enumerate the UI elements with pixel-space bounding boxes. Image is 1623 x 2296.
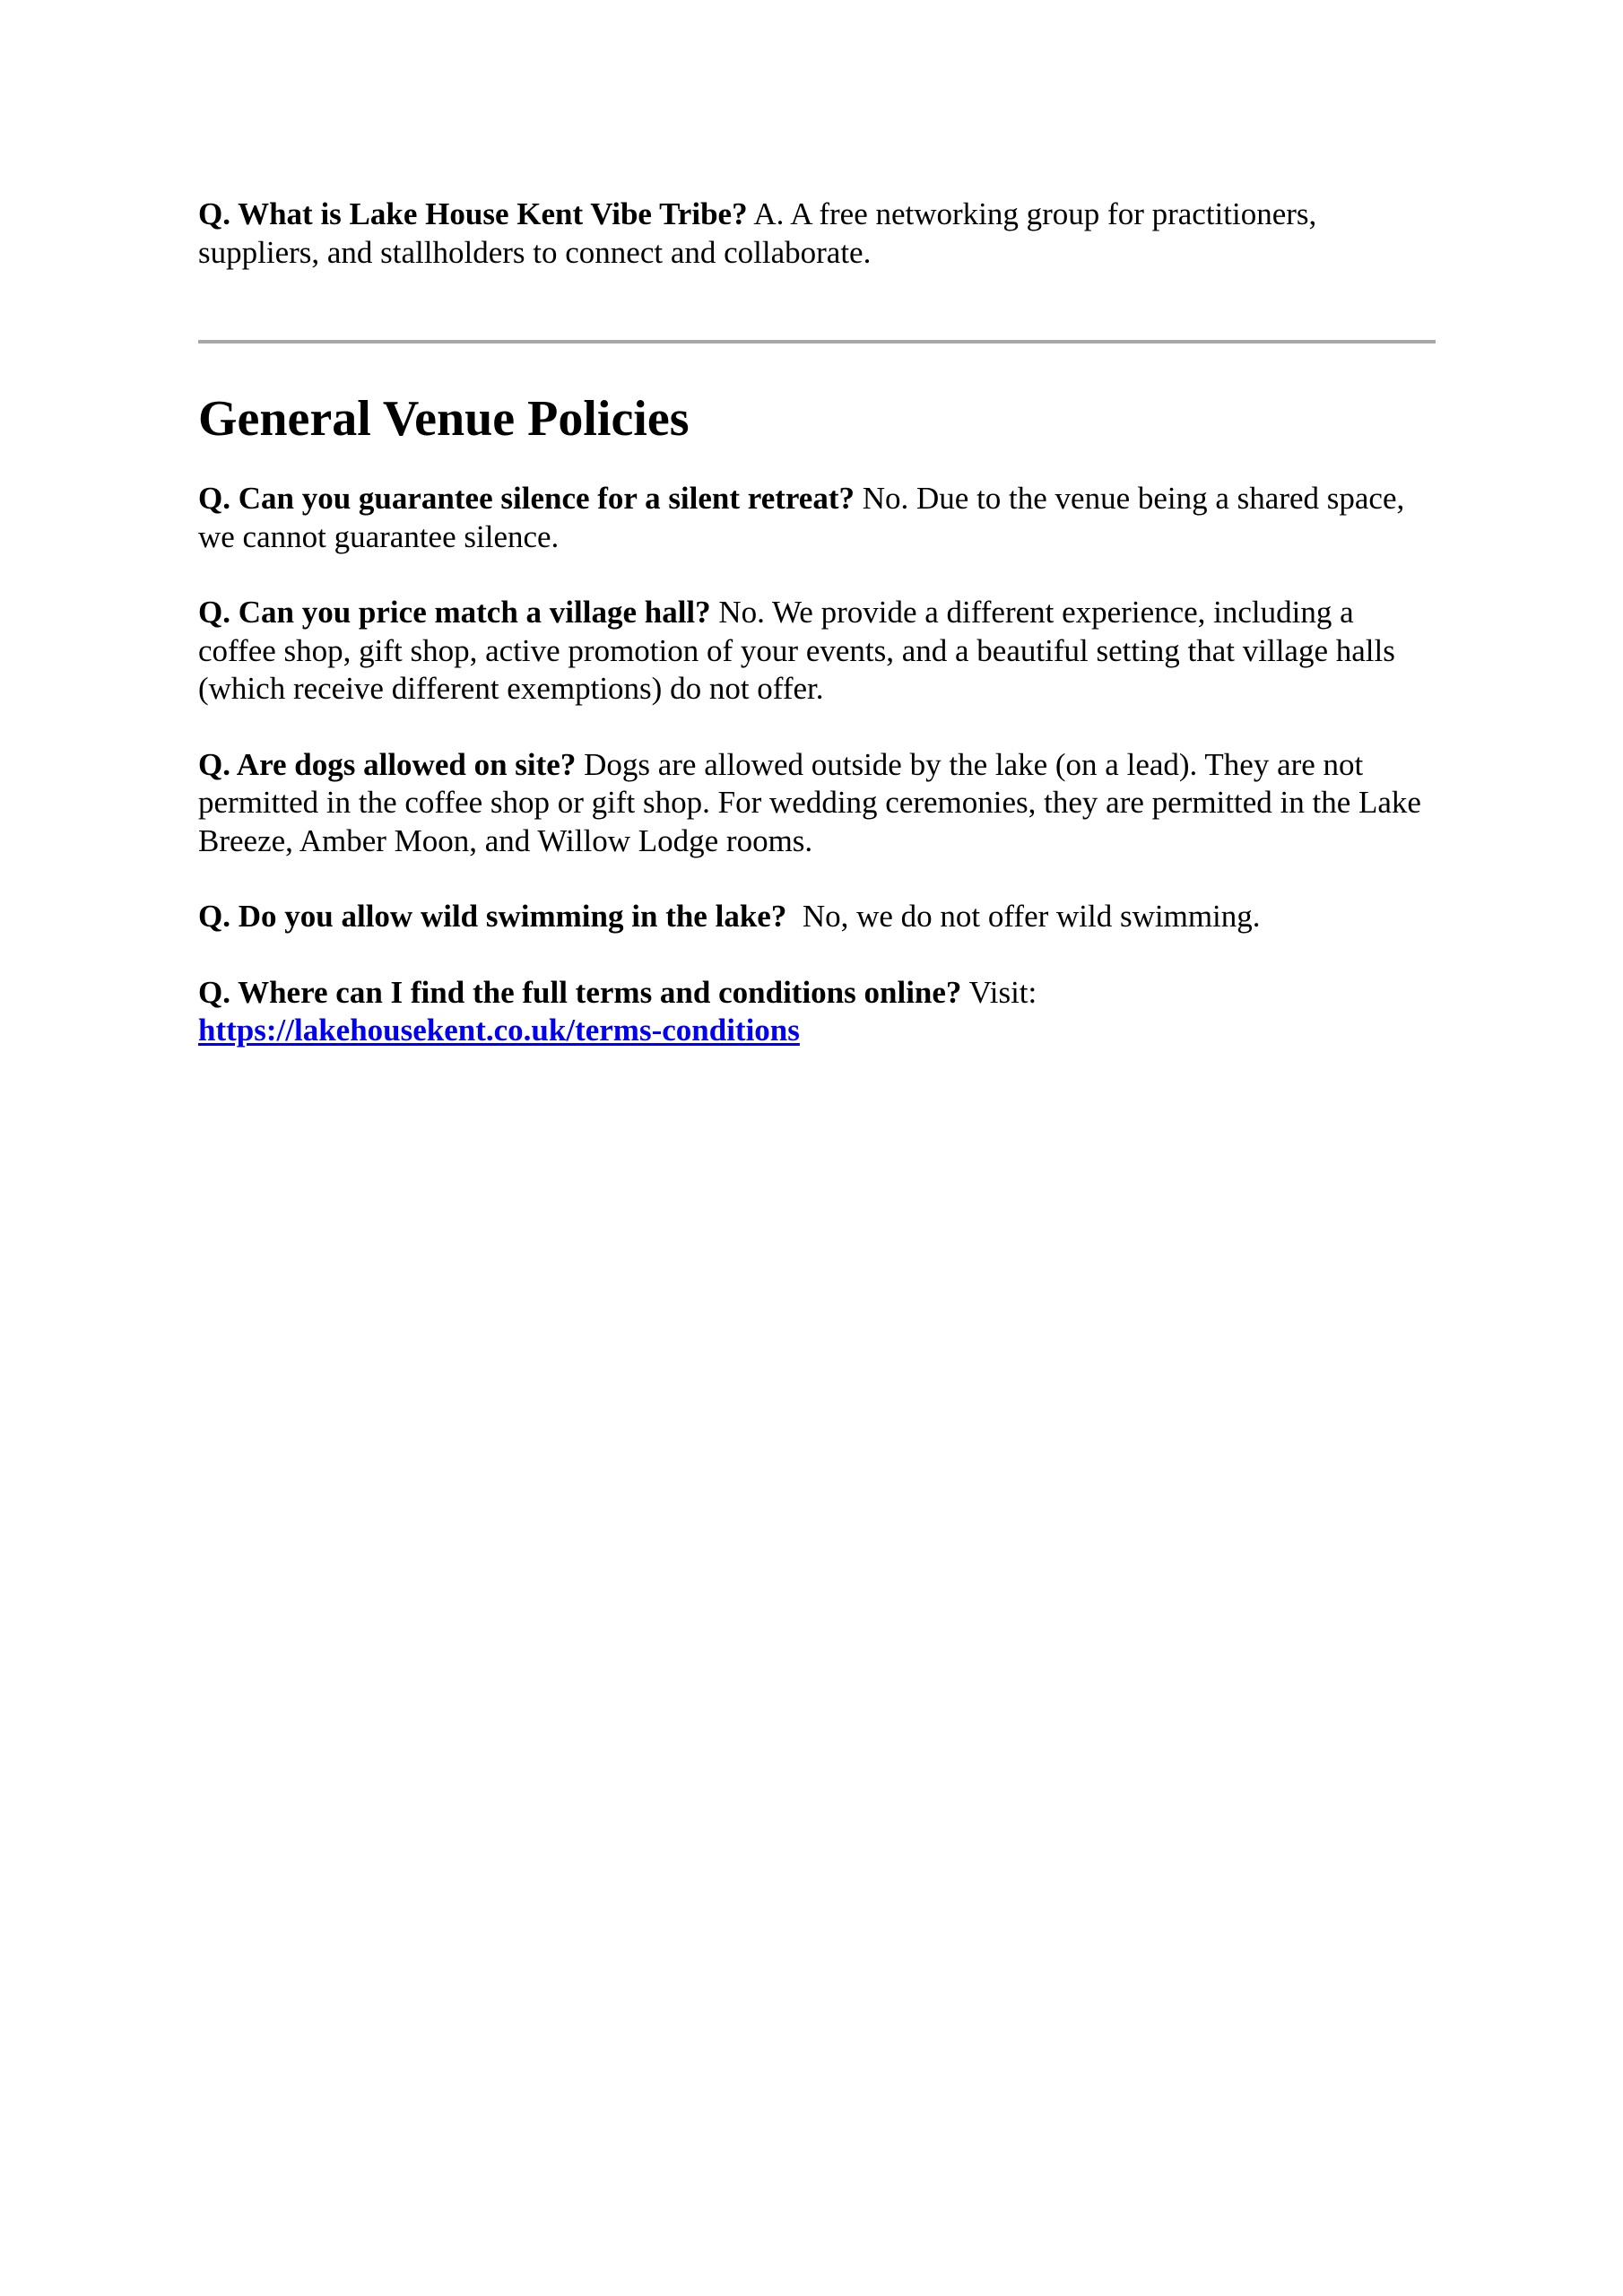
faq-price-match [198, 594, 1436, 709]
faq-question: Q. Where can I find the full terms and conditions online? [198, 974, 962, 1010]
faq-answer: No. Due to the venue being a shared space, we cannot guarantee silence. [198, 481, 1405, 554]
faq-answer: No. We provide a different experience, including a coffee shop, gift shop, active promotion of your events, and a beautiful setting that village halls (which receive different exemptions) do not offer. [198, 595, 1395, 706]
faq-question: Q. Do you allow wild swimming in the lake? [198, 899, 787, 934]
faq-answer: Dogs are allowed outside by the lake (on a lead). They are not permitted in the coffee shop or gift shop. For wedding ceremonies, they are permitted in the Lake Breeze, Amber Moon, and Willow Lodge rooms. [198, 746, 1421, 858]
faq-answer: A. A free networking group for practitioners, suppliers, and stallholders to connect and collaborate. [198, 196, 1317, 270]
faq-silent-retreat [198, 480, 1436, 556]
faq-answer: Visit: [968, 974, 1037, 1010]
faq-question: Q. Are dogs allowed on site? [198, 746, 577, 782]
faq-dogs [198, 746, 1436, 861]
faq-terms [198, 974, 1436, 1050]
faq-wild-swimming [198, 898, 1436, 936]
document-page [198, 196, 1436, 1050]
section-heading: General Venue Policies [198, 391, 690, 447]
terms-conditions-link[interactable]: https://lakehousekent.co.uk/terms-conditions [198, 1013, 800, 1048]
faq-vibe-tribe [198, 196, 1436, 272]
faq-question: Q. Can you guarantee silence for a silent retreat? [198, 481, 855, 516]
faq-answer: No, we do not offer wild swimming. [802, 899, 1261, 934]
faq-question: Q. What is Lake House Kent Vibe Tribe? [198, 196, 748, 231]
faq-question: Q. Can you price match a village hall? [198, 595, 711, 630]
